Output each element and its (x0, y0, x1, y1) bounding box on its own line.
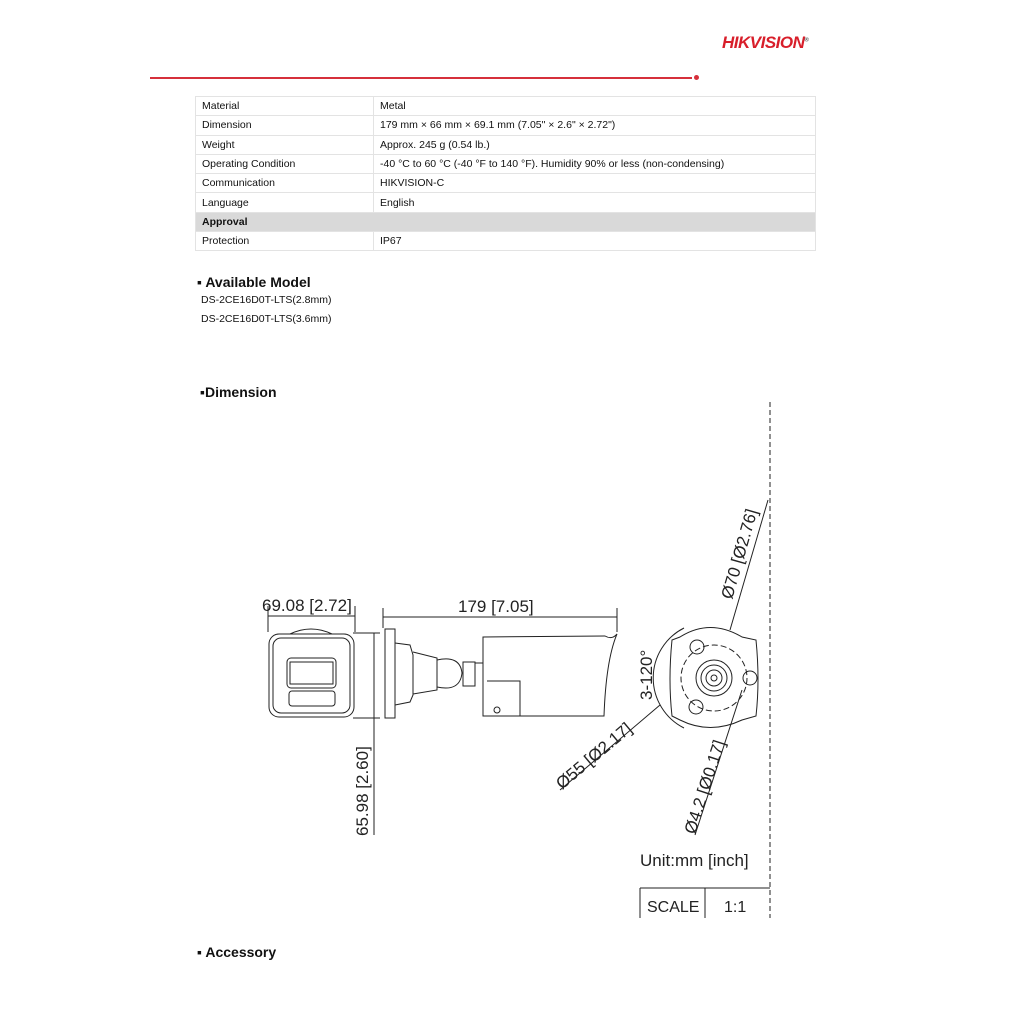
heading-text: Available Model (205, 274, 311, 290)
back-view-base (670, 628, 758, 728)
spec-value: IP67 (374, 232, 816, 251)
hole-circle-label: Ø55 [Ø2.17] (552, 718, 636, 794)
accessory-heading: ▪ Accessory (197, 944, 277, 960)
width-dimension-label: 69.08 [2.72] (262, 596, 352, 615)
spec-label: Material (196, 97, 374, 116)
scale-value: 1:1 (724, 899, 747, 916)
heading-text: Accessory (205, 944, 277, 960)
spec-label: Communication (196, 174, 374, 193)
spec-value: 179 mm × 66 mm × 69.1 mm (7.05" × 2.6" × 2.72") (374, 116, 816, 135)
spec-label: Operating Condition (196, 154, 374, 173)
hole-diameter-label: Ø4.2 [Ø0.17] (680, 737, 729, 837)
spec-value: English (374, 193, 816, 212)
model-item: DS-2CE16D0T-LTS(2.8mm) (201, 294, 332, 306)
logo-text: HIKVISION (722, 33, 805, 52)
spec-value: Approx. 245 g (0.54 lb.) (374, 135, 816, 154)
side-view-body (475, 634, 617, 716)
spec-label: Language (196, 193, 374, 212)
registered-mark: ® (804, 37, 809, 44)
height-dimension-label: 65.98 [2.60] (353, 746, 372, 836)
spec-label: Protection (196, 232, 374, 251)
spec-label: Dimension (196, 116, 374, 135)
available-model-heading: ▪ Available Model (197, 274, 311, 290)
model-item: DS-2CE16D0T-LTS(3.6mm) (201, 313, 332, 325)
angle-label: 3-120° (637, 649, 656, 700)
spec-label: Weight (196, 135, 374, 154)
spec-value: Metal (374, 97, 816, 116)
dimension-heading: ▪Dimension (200, 384, 277, 400)
base-diameter-label: Ø70 [Ø2.76] (717, 506, 762, 602)
side-view-mount (385, 629, 395, 718)
scale-label: SCALE (647, 899, 700, 916)
length-dimension-label: 179 [7.05] (458, 597, 534, 616)
heading-text: Dimension (204, 384, 277, 400)
spec-value: -40 °C to 60 °C (-40 °F to 140 °F). Humidity 90% or less (non-condensing) (374, 154, 816, 173)
section-title: Approval (196, 212, 816, 231)
unit-label: Unit:mm [inch] (640, 851, 749, 870)
front-view-body (269, 634, 354, 717)
spec-value: HIKVISION-C (374, 174, 816, 193)
